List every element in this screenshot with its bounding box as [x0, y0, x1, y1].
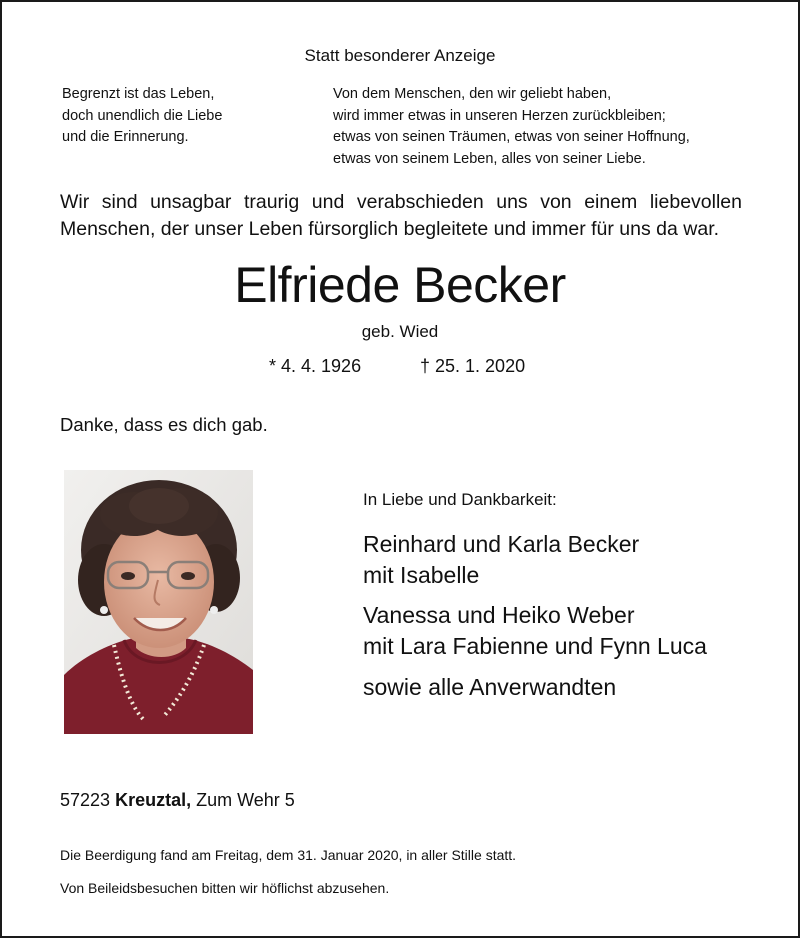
poem-right-line: etwas von seinem Leben, alles von seiner Liebe.	[333, 150, 646, 167]
poem-left-line: Begrenzt ist das Leben,	[62, 86, 215, 102]
address-street: Zum Wehr 5	[196, 790, 295, 810]
poem-right-line: etwas von seinen Träumen, etwas von seiner Hoffnung,	[333, 129, 690, 145]
condolence-note: Von Beileidsbesuchen bitten wir höflichst abzusehen.	[60, 880, 390, 896]
intro-text: Wir sind unsagbar traurig und verabschieden uns von einem liebevollen Menschen, der unser Leben fürsorglich begleitete und immer für uns da war.	[60, 191, 742, 240]
birth-date: * 4. 4. 1926	[269, 356, 362, 376]
mourner-line: mit Isabelle	[363, 562, 480, 588]
birth-name: geb. Wied	[361, 322, 439, 341]
mourner-family-2	[363, 600, 707, 662]
poem-left	[62, 84, 222, 149]
deceased-name: Elfriede Becker	[234, 257, 566, 313]
portrait-illustration	[64, 470, 253, 734]
notice-header: Statt besonderer Anzeige	[304, 46, 496, 65]
address-city: Kreuztal,	[115, 790, 192, 810]
address-zip: 57223	[60, 790, 111, 810]
death-date: † 25. 1. 2020	[420, 356, 526, 376]
poem-right	[333, 84, 690, 170]
poem-left-line: doch unendlich die Liebe	[62, 107, 223, 124]
mourner-line: Vanessa und Heiko Weber	[363, 602, 635, 628]
mourner-line: mit Lara Fabienne und Fynn Luca	[363, 633, 707, 659]
mourner-family-1	[363, 529, 639, 591]
address	[60, 790, 295, 811]
mourners-intro: In Liebe und Dankbarkeit:	[363, 490, 557, 509]
funeral-note: Die Beerdigung fand am Freitag, dem 31. Januar 2020, in aller Stille statt.	[60, 847, 517, 863]
poem-right-line: wird immer etwas in unseren Herzen zurückbleiben;	[333, 107, 666, 124]
mourner-line: Reinhard und Karla Becker	[363, 531, 640, 557]
poem-right-line: Von dem Menschen, den wir geliebt haben,	[333, 86, 612, 102]
portrait-photo	[64, 470, 253, 734]
thanks-line: Danke, dass es dich gab.	[60, 414, 268, 435]
poem-left-line: und die Erinnerung.	[62, 129, 189, 145]
mourner-others: sowie alle Anverwandten	[363, 674, 617, 700]
